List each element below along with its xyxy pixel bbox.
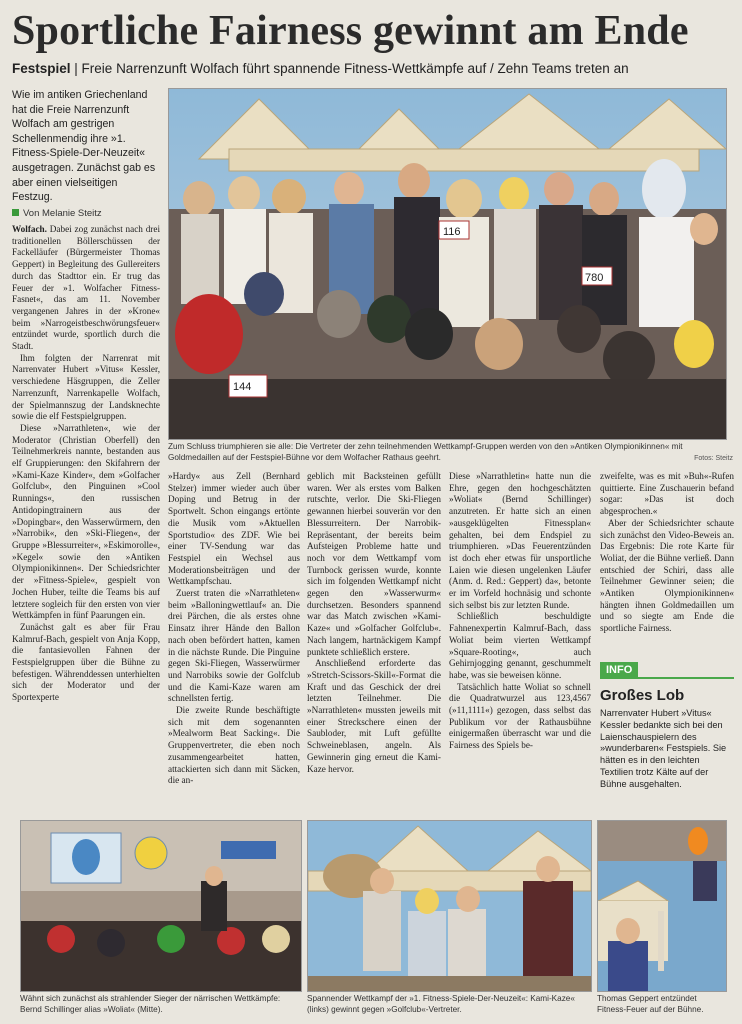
bottom-photo-1-caption: Wähnt sich zunächst als strahlender Sieger der närrischen Wettkämpfe: Bernd Schillinger alias »Woliat« (Mitte). (20, 994, 281, 1014)
col4-p2: Schließlich beschuldigte Fahnenexpertin Kalmruf-Bach, dass Woliat beim vierten Wettkampf »Square-Rooting«, auch Gehirnjogging genannt, geschummelt habe, was sie beweisen könne. (449, 611, 591, 680)
bib-116: 116 (443, 226, 461, 238)
col1-p3: Diese »Narrathleten«, wie der Moderator (Christian Oberfell) den Teilnehmerkreis nannte, bestanden aus elf Gruppierungen: den Skifahrern der »Kami-Kaze Kinder«, dem »Golfacher Golfclub«, den Pinguinen »Cool Runnings«, den russischen Antidopingtrainern aus der »Dopingbar«, den Wasserwürmern, den »Narrobik«, den »Ski-Fliegen«, der Gruppe »Blessurreiter«, »Eskimorolle«, »Kegel« sowie den »Antiken Olympionikinnen«. Der Schiedsrichter der »Fitness-Spiele«, gespielt von Jochen Huber, teilte die Teams bis auf letztere sogleich für den ersten von vier Wettkämpfen in fünf Paarungen ein. (12, 422, 160, 621)
headline: Sportliche Fairness gewinnt am Ende (12, 8, 689, 54)
info-tag: INFO (600, 662, 638, 678)
col5-p1: zweifelte, was es mit »Buh«-Rufen quittierte. Eine Zuschauerin befand sogar: »Das ist doch abgesprochen.« (600, 471, 734, 517)
article-column-4 (449, 471, 591, 801)
info-title: Großes Lob (600, 687, 685, 704)
col1-p1: Dabei zog zunächst nach drei traditionellen Böllerschüssen der Fackelläufer (Bürgermeister Thomas Geppert) in Begleitung des Gullereiters durch das Stadttor ein. Er trug das Feuer der »1. Wolfacher Fitness-Fasnet«, das am 11. November vergangenen Jahres in der »Krone« beim »Narrogeistbeschwörungsfeuer« entzündet wurde, sportlich durch die Stadt. (12, 224, 160, 352)
photo-credit: Fotos: Steitz (694, 455, 733, 462)
bottom-photo-1-illustration (21, 821, 301, 991)
byline (12, 208, 160, 219)
main-photo-caption: Zum Schluss triumphieren sie alle: Die Vertreter der zehn teilnehmenden Wettkampf-Gruppen werden von den »Antiken Olympionikinnen« mit Goldmedaillen auf der Festspiel-Bühne vor dem Wolfacher Rathaus geehrt. (168, 442, 683, 462)
main-photo (168, 88, 727, 440)
article-column-2 (168, 471, 300, 801)
bib-144: 144 (233, 381, 252, 393)
article-column-5 (600, 471, 734, 651)
bottom-photo-2 (307, 820, 592, 992)
info-text: Narrenvater Hubert »Vitus« Kessler bedankte sich bei den Laienschauspielern des »wunderbaren« Festspiels. Sie hätten es in den leichten Textilien trotz Kälte auf der Bühne ausgehalten. (600, 708, 727, 789)
dateline: Wolfach. (12, 224, 47, 234)
teaser: Wie im antiken Griechenland hat die Freie Narrenzunft Wolfach am gestrigen Schellenmendig ihre »1. Fitness-Spiele-Der-Neuzeit« ausgetragen. Zunächst gab es aber einen vielseitigen Festzug. (12, 89, 156, 204)
main-photo-illustration (169, 89, 726, 439)
subhead (12, 60, 732, 78)
article-column-1 (12, 224, 160, 800)
col2-p2: Zuerst traten die »Narrathleten« beim »Balloningwettlauf« an. Die drei Pärchen, die als erstes ohne Einsatz ihrer Hände den Ballon nach oben befördert hatten, kamen in die nächste Runde. Die Pinguine gegen Ski-Fliegen, Wasserwürmer und Narrobiks sowie der Golfclub und die Kami-Kaze waren am schnellsten fertig. (168, 588, 300, 704)
byline-square-icon (12, 209, 19, 216)
col2-p3: Die zweite Runde beschäftigte sich mit dem sogenannten »Mealworm Beat Sacking«. Die Gruppenvertreter, die eben noch zusammengearbeitet hatten, attackierten sich dann mit Säcken, die an- (168, 705, 300, 786)
col2-p1: »Hardy« aus Zell (Bernhard Stelzer) immer wieder auch über Doping und Betrug in der Sportwelt. Schon eingangs ertönte die Musik vom »Aktuellen Sportstudio« des ZDF. Wie bei einer TV-Sendung war das Festspiel ein Wechsel aus Moderationsbeiträgen und der Wettkampfschau. (168, 471, 300, 587)
bottom-photo-3-illustration (598, 821, 726, 991)
bib-780: 780 (585, 272, 604, 284)
col4-p1: Diese »Narrathletin« hatte nun die Ehre, gegen den hochgeschätzten »Woliat« (Bernd Schillinger) anzutreten. Er hatte sich an einen »ausgeklügelten Fitnessplan« gehalten, bei dem Endspiel zu triumphieren. »Das Feuerentzünden ist doch eher etwas für unsportliche Laien wie diesen ungelenken Läufer (Anm. d. Red.: Geppert) da«, betonte er im Vorfeld hochnäsig und schonte sich selbst bis zur letzten Runde. (449, 471, 591, 610)
bottom-photo-2-caption: Spannender Wettkampf der »1. Fitness-Spiele-Der-Neuzeit«: Kami-Kaze« (links) gewinnt gegen »Golfclub«-Vertreter. (307, 994, 575, 1014)
subhead-kicker: Festspiel (12, 61, 71, 76)
col3-p2: Anschließend erforderte das »Stretch-Scissors-Skill«-Format die Kraft und das Geschick der drei letzten Teilnehmer. Die »Narrathleten« mussten jeweils mit einer Streckschere einen der Saubloder, mit Luft gefüllte Schweineblasen, angeln. Als Gewinnerin ging erneut die Kami-Kaze hervor. (307, 658, 441, 774)
byline-text: Von Melanie Steitz (23, 208, 102, 219)
col3-p1: geblich mit Backsteinen gefüllt waren. Wer als erstes vom Balken rutschte, verlor. Die Ski-Fliegen gewannen hierbei souverän vor den Blessurreitern. Der Narrobik-Repräsentant, der bereits beim Aufsteigen Probleme hatte und noch vor dem Wettkampf vom Turnbock gerissen wurde, konnte sich im folgenden Wettkampf nicht gegen den »Wasserwurm« durchsetzen. Besonders spannend war das Match zwischen »Kami-Kaze« und »Golfacher Golfclub«. Nach langem, hartnäckigem Kampf punktete schließlich erstere. (307, 471, 441, 657)
col1-p2: Ihm folgten der Narrenrat mit Narrenvater Hubert »Vitus« Kessler, verschiedene Häsgruppen, die Zeller Narrenzunft, Narrenkapelle Wolfach, der Spielmannszug der Landsknechte sowie die elf Festspielgruppen. (12, 352, 160, 422)
info-box (600, 660, 734, 810)
bottom-photo-3 (597, 820, 727, 992)
subhead-text: | Freie Narrenzunft Wolfach führt spannende Fitness-Wettkämpfe auf / Zehn Teams treten an (74, 61, 629, 76)
bottom-photo-3-caption: Thomas Geppert entzündet Fitness-Feuer auf der Bühne. (597, 994, 704, 1014)
bottom-photo-1 (20, 820, 302, 992)
article-column-3 (307, 471, 441, 801)
col1-p4: Zunächst galt es aber für Frau Kalmruf-Bach, gespielt von Anja Kopp, die fantasievollen Fahnen der Festspielgruppen über die Bühne zu befestigen. Währenddessen unterhielten sich der Moderator und der Sportexperte (12, 621, 160, 703)
col4-p3: Tatsächlich hatte Woliat so schnell die Quadratwurzel aus 123,4567 (»11,1111«) gezogen, dass selbst das Publikum vor der Rathausbühne einigermaßen überrascht war und die Fairness des Spiels be- (449, 681, 591, 751)
col5-p2: Aber der Schiedsrichter schaute sich zunächst den Video-Beweis an. Das Ergebnis: Die rote Karte für Woliat, der die Bühne verließ. Dann entschied der Schiri, dass alle Teilnehmer Gewinner seien; die »Antiken Olympionikinnen« hängten ihnen Goldmedaillen um und so siegte am Ende die sportliche Fairness. (600, 517, 734, 634)
bottom-photo-2-illustration (308, 821, 591, 991)
